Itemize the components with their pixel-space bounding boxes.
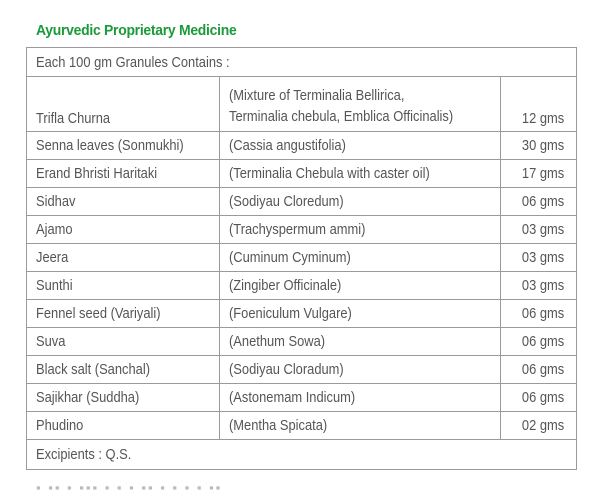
ingredient-latin-text: (Mentha Spicata) [229,417,328,434]
ingredient-qty-text: 03 gms [521,277,564,294]
ingredient-qty-text: 03 gms [521,221,564,238]
ingredient-latin [220,244,501,271]
ingredient-latin-text: (Sodiyau Cloredum) [229,193,344,210]
ingredient-qty [501,412,576,439]
ingredient-name [27,412,220,439]
ingredient-latin-line1: (Mixture of Terminalia Bellirica, [229,87,405,104]
ingredient-name-text: Phudino [36,417,84,434]
ingredient-name-text: Erand Bhristi Haritaki [36,165,158,182]
table-row [27,215,576,243]
ingredient-qty [501,300,576,327]
cut-off-paragraph: ▪ ▪▪ ▪ ▪▪▪ ▪ ▪ ▪ ▪▪ ▪ ▪ ▪ ▪ ▪▪ [36,480,223,495]
ingredient-qty [501,272,576,299]
ingredient-name-text: Senna leaves (Sonmukhi) [36,137,184,154]
table-row [27,383,576,411]
ingredient-latin [220,412,501,439]
ingredient-qty [501,77,576,131]
table-header-cell [27,48,576,76]
ingredient-qty-text: 06 gms [521,333,564,350]
ingredient-name-text: Ajamo [36,221,73,238]
ingredient-qty [501,356,576,383]
ingredient-name [27,328,220,355]
ingredient-latin-text: (Terminalia Chebula with caster oil) [229,165,430,182]
ingredient-latin [220,132,501,159]
ingredient-name-text: Fennel seed (Variyali) [36,305,161,322]
ingredient-latin [220,160,501,187]
ingredient-qty [501,188,576,215]
ingredient-qty-text: 02 gms [521,417,564,434]
ingredient-latin [220,216,501,243]
table-row [27,271,576,299]
page-title: Ayurvedic Proprietary Medicine [36,22,237,39]
ingredient-name [27,188,220,215]
ingredient-latin-line2: Terminalia chebula, Emblica Officinalis) [229,108,454,125]
table-row [27,243,576,271]
ingredients-table [26,47,577,470]
ingredient-qty-text: 17 gms [521,165,564,182]
ingredient-latin [220,356,501,383]
ingredient-qty-text: 30 gms [521,137,564,154]
table-row [27,159,576,187]
ingredient-name [27,132,220,159]
ingredient-qty [501,384,576,411]
ingredient-name [27,384,220,411]
ingredient-latin [220,328,501,355]
ingredient-latin-text: (Cassia angustifolia) [229,137,346,154]
excipients-text: Excipients : Q.S. [36,446,132,463]
table-row [27,76,576,131]
ingredient-latin-text: (Trachyspermum ammi) [229,221,366,238]
table-row [27,187,576,215]
ingredient-name [27,244,220,271]
ingredient-latin-text: (Sodiyau Cloradum) [229,361,344,378]
ingredient-latin-text: (Foeniculum Vulgare) [229,305,352,322]
ingredient-qty [501,216,576,243]
ingredient-qty-text: 06 gms [521,305,564,322]
ingredient-qty-text: 12 gms [521,110,564,127]
ingredient-latin [220,272,501,299]
ingredient-latin-text: (Zingiber Officinale) [229,277,342,294]
ingredient-name-text: Black salt (Sanchal) [36,361,151,378]
ingredient-qty [501,328,576,355]
ingredient-name-text: Trifla Churna [36,110,111,127]
ingredient-qty [501,160,576,187]
ingredient-latin-text: (Cuminum Cyminum) [229,249,351,266]
ingredient-qty-text: 03 gms [521,249,564,266]
ingredient-latin-text: (Astonemam Indicum) [229,389,356,406]
ingredient-name [27,272,220,299]
ingredient-name-text: Suva [36,333,66,350]
ingredient-latin [220,188,501,215]
ingredient-qty [501,244,576,271]
ingredient-name [27,300,220,327]
ingredient-name [27,216,220,243]
ingredient-qty [501,132,576,159]
table-row [27,131,576,159]
ingredient-qty-text: 06 gms [521,193,564,210]
ingredient-name-text: Sunthi [36,277,73,294]
ingredient-latin [220,300,501,327]
ingredient-name [27,160,220,187]
ingredient-name-text: Sajikhar (Suddha) [36,389,140,406]
table-row [27,299,576,327]
excipients-cell [27,440,576,469]
table-row [27,355,576,383]
ingredient-name [27,356,220,383]
ingredient-latin [220,384,501,411]
table-footer-row [27,439,576,469]
ingredient-latin-text: (Anethum Sowa) [229,333,326,350]
ingredient-qty-text: 06 gms [521,361,564,378]
ingredient-qty-text: 06 gms [521,389,564,406]
table-row [27,327,576,355]
ingredient-name [27,77,220,131]
ingredient-latin [220,77,501,131]
table-row [27,411,576,439]
ingredient-name-text: Sidhav [36,193,76,210]
table-header-text: Each 100 gm Granules Contains : [36,53,230,71]
table-header-row [27,48,576,76]
ingredient-name-text: Jeera [36,249,69,266]
